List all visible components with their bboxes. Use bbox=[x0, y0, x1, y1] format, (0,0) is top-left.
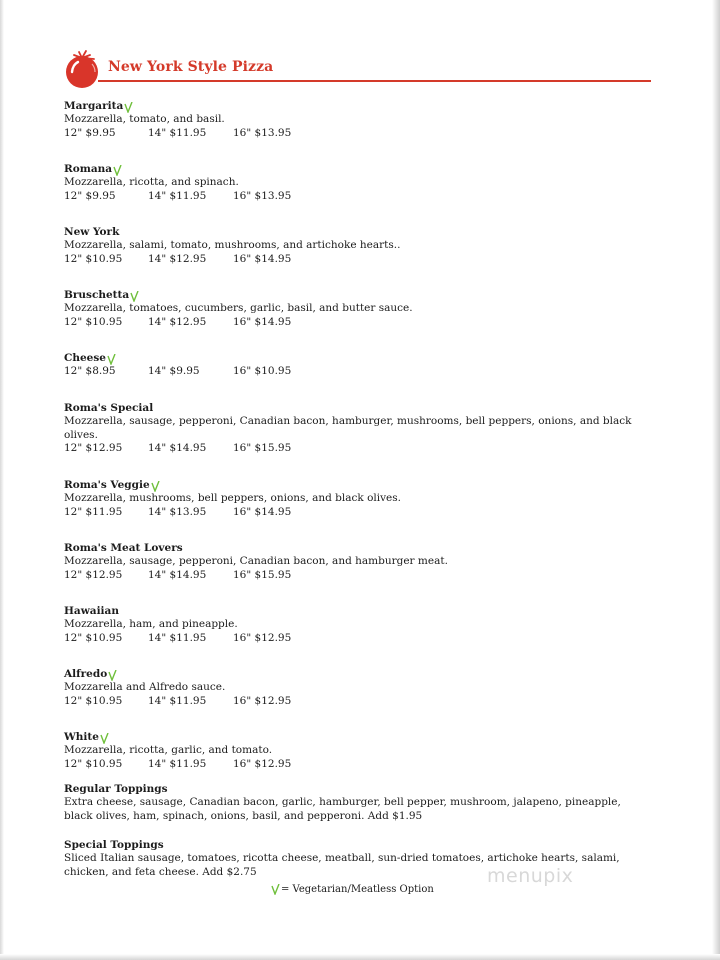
menu-item-romas-veggie bbox=[64, 479, 654, 542]
item-name: Romana bbox=[64, 163, 113, 175]
header-divider bbox=[98, 80, 651, 82]
price-14in: 14" $9.95 bbox=[148, 365, 200, 377]
page-edge-bottom bbox=[0, 954, 720, 960]
item-description: Mozzarella, salami, tomato, mushrooms, and artichoke hearts.. bbox=[64, 239, 401, 251]
item-description: Mozzarella, tomato, and basil. bbox=[64, 113, 225, 125]
menu-item-alfredo bbox=[64, 668, 654, 731]
vegetarian-check-icon bbox=[107, 354, 116, 365]
item-name: Bruschetta bbox=[64, 289, 130, 301]
vegetarian-legend bbox=[270, 884, 434, 895]
price-14in: 14" $12.95 bbox=[148, 315, 207, 328]
page-edge-right bbox=[712, 0, 720, 960]
price-14in: 14" $11.95 bbox=[148, 126, 207, 139]
item-name: Margarita bbox=[64, 100, 124, 112]
item-prices bbox=[64, 632, 654, 645]
price-14in: 14" $14.95 bbox=[148, 442, 207, 454]
vegetarian-check-icon bbox=[100, 733, 109, 744]
menu-item-hawaiian bbox=[64, 605, 654, 668]
menu-header bbox=[62, 50, 652, 90]
item-prices bbox=[64, 758, 654, 771]
price-14in: 14" $13.95 bbox=[148, 505, 207, 518]
price-12in: 12" $9.95 bbox=[64, 126, 116, 139]
price-14in: 14" $11.95 bbox=[148, 694, 207, 707]
price-12in: 12" $12.95 bbox=[64, 442, 123, 454]
item-name: Roma's Veggie bbox=[64, 479, 150, 491]
item-name: White bbox=[64, 731, 99, 743]
section-description: Extra cheese, sausage, Canadian bacon, garlic, hamburger, bell pepper, mushroom, jalapeno, pineapple, black olives, ham, spinach, onions, basil, and pepperoni. Add $1.95 bbox=[64, 796, 621, 822]
price-14in: 14" $11.95 bbox=[148, 189, 207, 202]
item-name: Cheese bbox=[64, 352, 106, 364]
item-prices bbox=[64, 506, 654, 519]
item-description: Mozzarella, mushrooms, bell peppers, onions, and black olives. bbox=[64, 492, 401, 504]
price-14in: 14" $11.95 bbox=[148, 757, 207, 770]
item-description: Mozzarella, sausage, pepperoni, Canadian bacon, hamburger, mushrooms, bell peppers, onions, and black olives. bbox=[64, 415, 632, 441]
item-prices bbox=[64, 253, 654, 266]
item-description: Mozzarella, ham, and pineapple. bbox=[64, 618, 238, 630]
menu-item-romas-special bbox=[64, 402, 654, 479]
price-12in: 12" $10.95 bbox=[64, 252, 123, 265]
price-14in: 14" $14.95 bbox=[148, 568, 207, 581]
item-description: Mozzarella, tomatoes, cucumbers, garlic, basil, and butter sauce. bbox=[64, 302, 413, 314]
price-16in: 16" $15.95 bbox=[233, 442, 292, 454]
price-12in: 12" $11.95 bbox=[64, 505, 123, 518]
menu-item-cheese bbox=[64, 352, 654, 402]
section-title: Special Toppings bbox=[64, 839, 164, 851]
item-prices bbox=[64, 442, 654, 455]
price-12in: 12" $10.95 bbox=[64, 631, 123, 644]
item-prices bbox=[64, 316, 654, 329]
price-16in: 16" $14.95 bbox=[233, 252, 292, 265]
legend-text: = Vegetarian/Meatless Option bbox=[281, 884, 434, 895]
section-title: Regular Toppings bbox=[64, 783, 168, 795]
price-16in: 16" $10.95 bbox=[233, 365, 292, 377]
price-16in: 16" $14.95 bbox=[233, 505, 292, 518]
item-name: Alfredo bbox=[64, 668, 108, 680]
item-description: Mozzarella, ricotta, garlic, and tomato. bbox=[64, 744, 273, 756]
price-16in: 16" $13.95 bbox=[233, 126, 292, 139]
price-12in: 12" $10.95 bbox=[64, 694, 123, 707]
menu-item-new-york bbox=[64, 226, 654, 289]
page-title: New York Style Pizza bbox=[108, 59, 274, 75]
price-16in: 16" $14.95 bbox=[233, 315, 292, 328]
pizza-menu-list bbox=[64, 100, 654, 794]
item-name: Roma's Meat Lovers bbox=[64, 542, 183, 554]
price-14in: 14" $11.95 bbox=[148, 631, 207, 644]
item-name: Hawaiian bbox=[64, 605, 119, 617]
item-prices bbox=[64, 190, 654, 203]
item-prices bbox=[64, 127, 654, 140]
item-description: Mozzarella, sausage, pepperoni, Canadian bacon, and hamburger meat. bbox=[64, 555, 448, 567]
price-12in: 12" $8.95 bbox=[64, 365, 116, 377]
item-name: Roma's Special bbox=[64, 402, 154, 414]
vegetarian-check-icon bbox=[108, 670, 117, 681]
price-16in: 16" $12.95 bbox=[233, 694, 292, 707]
item-description: Mozzarella, ricotta, and spinach. bbox=[64, 176, 239, 188]
watermark: menupix bbox=[487, 865, 574, 887]
item-description: Mozzarella and Alfredo sauce. bbox=[64, 681, 226, 693]
menu-item-bruschetta bbox=[64, 289, 654, 352]
price-12in: 12" $9.95 bbox=[64, 189, 116, 202]
price-16in: 16" $13.95 bbox=[233, 189, 292, 202]
item-prices bbox=[64, 365, 654, 378]
page-edge-left bbox=[0, 0, 4, 960]
vegetarian-check-icon bbox=[271, 884, 280, 895]
item-name: New York bbox=[64, 226, 120, 238]
vegetarian-check-icon bbox=[130, 291, 139, 302]
menu-item-margarita bbox=[64, 100, 654, 163]
price-16in: 16" $12.95 bbox=[233, 757, 292, 770]
regular-toppings-section bbox=[64, 783, 634, 823]
vegetarian-check-icon bbox=[113, 165, 122, 176]
price-12in: 12" $10.95 bbox=[64, 315, 123, 328]
price-14in: 14" $12.95 bbox=[148, 252, 207, 265]
price-16in: 16" $15.95 bbox=[233, 568, 292, 581]
item-prices bbox=[64, 569, 654, 582]
price-16in: 16" $12.95 bbox=[233, 631, 292, 644]
vegetarian-check-icon bbox=[124, 102, 133, 113]
price-12in: 12" $10.95 bbox=[64, 757, 123, 770]
menu-item-romas-meat-lovers bbox=[64, 542, 654, 605]
price-12in: 12" $12.95 bbox=[64, 568, 123, 581]
tomato-icon bbox=[62, 50, 102, 90]
section-description: Sliced Italian sausage, tomatoes, ricotta cheese, meatball, sun-dried tomatoes, artichoke hearts, salami, chicken, and feta cheese. Add $2.75 bbox=[64, 852, 620, 878]
vegetarian-check-icon bbox=[151, 481, 160, 492]
item-prices bbox=[64, 695, 654, 708]
menu-item-romana bbox=[64, 163, 654, 226]
